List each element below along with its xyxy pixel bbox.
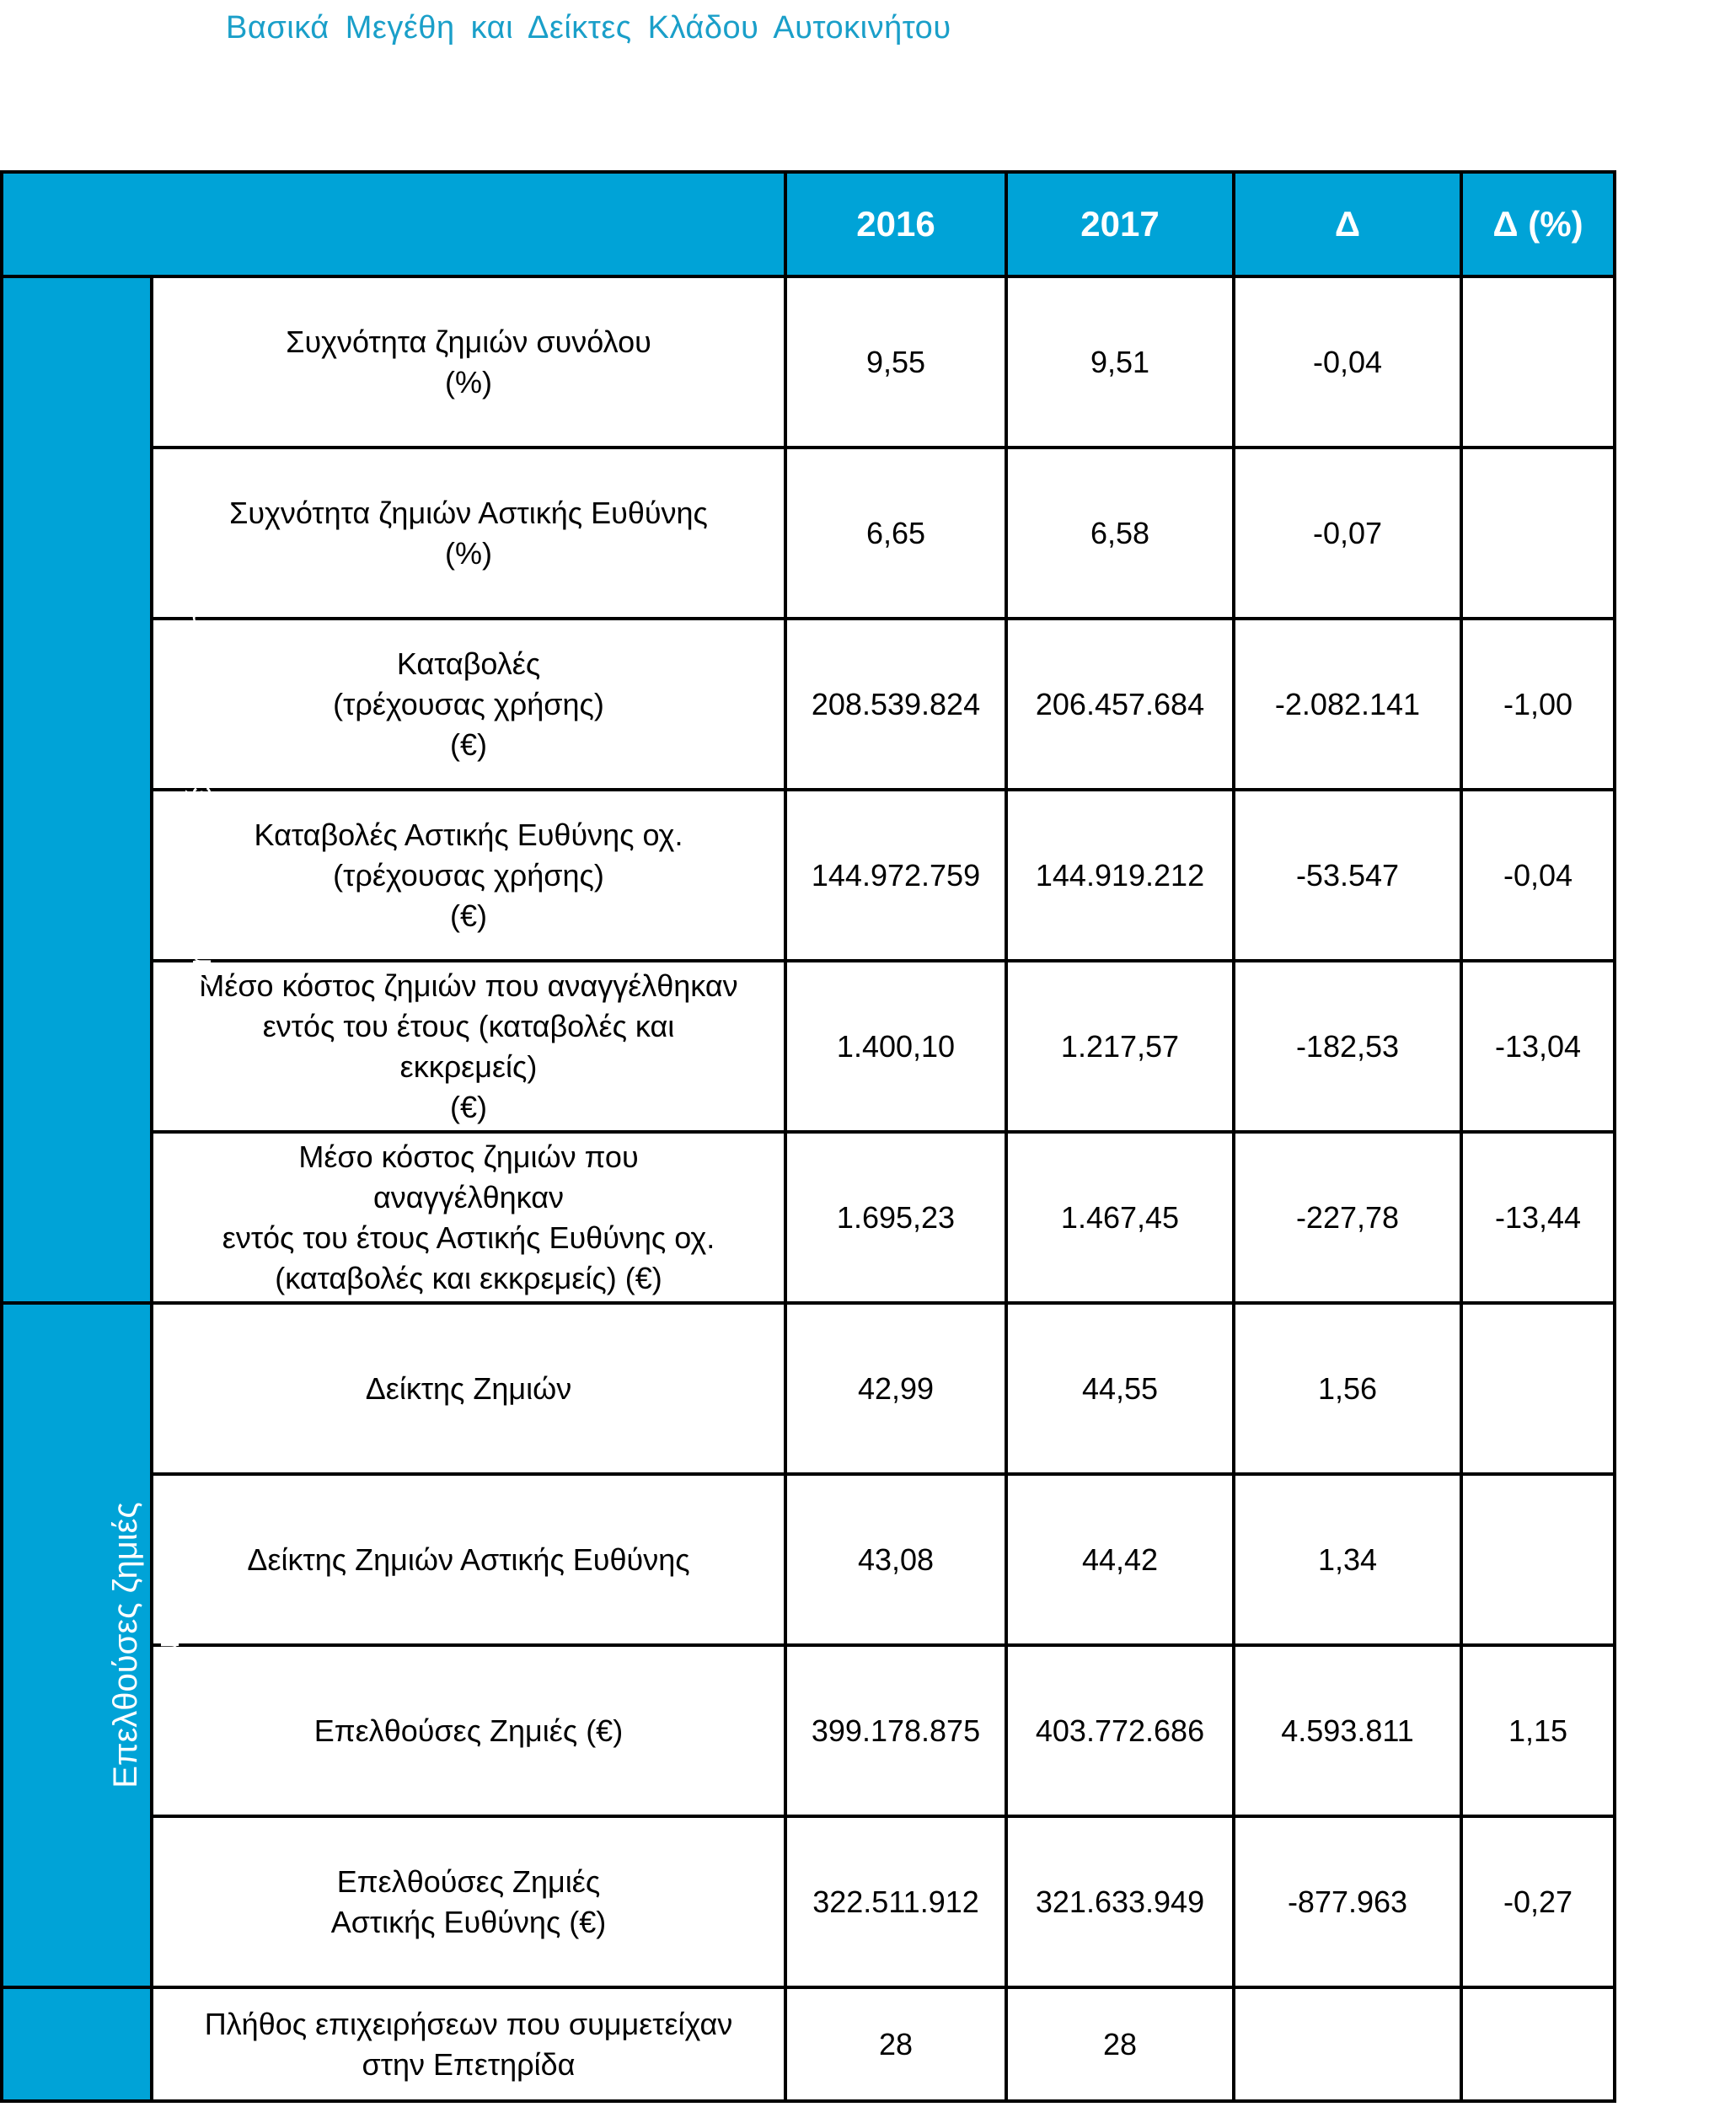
row-label: Συχνότητα ζημιών Αστικής Ευθύνης (%) [152,448,785,619]
value-2017: 9,51 [1006,276,1234,448]
value-2017: 1.467,45 [1006,1132,1234,1303]
table-row [2,1474,1615,1645]
value-2016: 208.539.824 [785,619,1006,790]
table-row [2,1987,1615,2101]
value-2016: 9,55 [785,276,1006,448]
value-2017: 44,42 [1006,1474,1234,1645]
row-label: Πλήθος επιχειρήσεων που συμμετείχαν στην Επετηρίδα [152,1987,785,2101]
table-row [2,1303,1615,1474]
row-label: Καταβολές (τρέχουσας χρήσης) (€) [152,619,785,790]
value-2017: 321.633.949 [1006,1816,1234,1987]
group-label-claims-by-declaration-year [2,276,218,1303]
value-delta: 1,56 [1234,1303,1461,1474]
row-label: Καταβολές Αστικής Ευθύνης οχ. (τρέχουσας χρήσης) (€) [152,790,785,961]
table-row [2,276,1615,448]
value-2016: 42,99 [785,1303,1006,1474]
value-2016: 6,65 [785,448,1006,619]
table-row [2,1645,1615,1816]
value-delta-percent [1461,1474,1615,1645]
group-label-text: Ζημιές κατά έτος δήλωσης [181,593,218,986]
row-label: Συχνότητα ζημιών συνόλου (%) [152,276,785,448]
value-delta: -0,04 [1234,276,1461,448]
value-2017: 1.217,57 [1006,961,1234,1132]
value-2017: 144.919.212 [1006,790,1234,961]
value-2016: 144.972.759 [785,790,1006,961]
table-row [2,448,1615,619]
row-label: Επελθούσες Ζημιές (€) [152,1645,785,1816]
value-delta: 1,34 [1234,1474,1461,1645]
value-delta: -53.547 [1234,790,1461,961]
value-2016: 322.511.912 [785,1816,1006,1987]
group-label-text: Επελθούσες ζημιές (Οικονομικό έτος) [106,1502,186,1788]
value-delta: -182,53 [1234,961,1461,1132]
value-delta: -877.963 [1234,1816,1461,1987]
statistics-table [0,170,1616,2103]
group-label-incurred-claims [2,1303,186,1987]
row-label: Δείκτης Ζημιών Αστικής Ευθύνης [152,1474,785,1645]
value-2016: 399.178.875 [785,1645,1006,1816]
value-delta: 4.593.811 [1234,1645,1461,1816]
value-delta-percent [1461,1987,1615,2101]
value-delta-percent: 1,15 [1461,1645,1615,1816]
value-delta: -2.082.141 [1234,619,1461,790]
value-2016: 28 [785,1987,1006,2101]
value-2017: 206.457.684 [1006,619,1234,790]
column-header-delta: Δ [1234,172,1461,276]
row-label: Επελθούσες Ζημιές Αστικής Ευθύνης (€) [152,1816,785,1987]
value-delta-percent: -13,04 [1461,961,1615,1132]
value-delta-percent [1461,448,1615,619]
group-label-blank [2,1987,152,2101]
value-delta: -0,07 [1234,448,1461,619]
value-2016: 1.400,10 [785,961,1006,1132]
value-2017: 6,58 [1006,448,1234,619]
table-row [2,1816,1615,1987]
table-row [2,961,1615,1132]
page-title: Βασικά Μεγέθη και Δείκτες Κλάδου Αυτοκινήτου [226,10,951,46]
header-blank-cell [2,172,785,276]
value-delta [1234,1987,1461,2101]
value-delta: -227,78 [1234,1132,1461,1303]
value-2016: 1.695,23 [785,1132,1006,1303]
value-2017: 44,55 [1006,1303,1234,1474]
value-2017: 403.772.686 [1006,1645,1234,1816]
table-row [2,1132,1615,1303]
value-2016: 43,08 [785,1474,1006,1645]
header-row [2,172,1615,276]
value-delta-percent [1461,276,1615,448]
row-label: Μέσο κόστος ζημιών που αναγγέλθηκαν εντός του έτους (καταβολές και εκκρεμείς) (€) [152,961,785,1132]
row-label: Δείκτης Ζημιών [152,1303,785,1474]
value-delta-percent: -0,27 [1461,1816,1615,1987]
row-label: Μέσο κόστος ζημιών που αναγγέλθηκαν εντός του έτους Αστικής Ευθύνης οχ. (καταβολές και εκκρεμείς) (€) [152,1132,785,1303]
table-row [2,790,1615,961]
column-header-2017: 2017 [1006,172,1234,276]
table-row [2,619,1615,790]
value-2017: 28 [1006,1987,1234,2101]
column-header-2016: 2016 [785,172,1006,276]
column-header-delta-percent: Δ (%) [1461,172,1615,276]
value-delta-percent [1461,1303,1615,1474]
value-delta-percent: -0,04 [1461,790,1615,961]
value-delta-percent: -1,00 [1461,619,1615,790]
value-delta-percent: -13,44 [1461,1132,1615,1303]
